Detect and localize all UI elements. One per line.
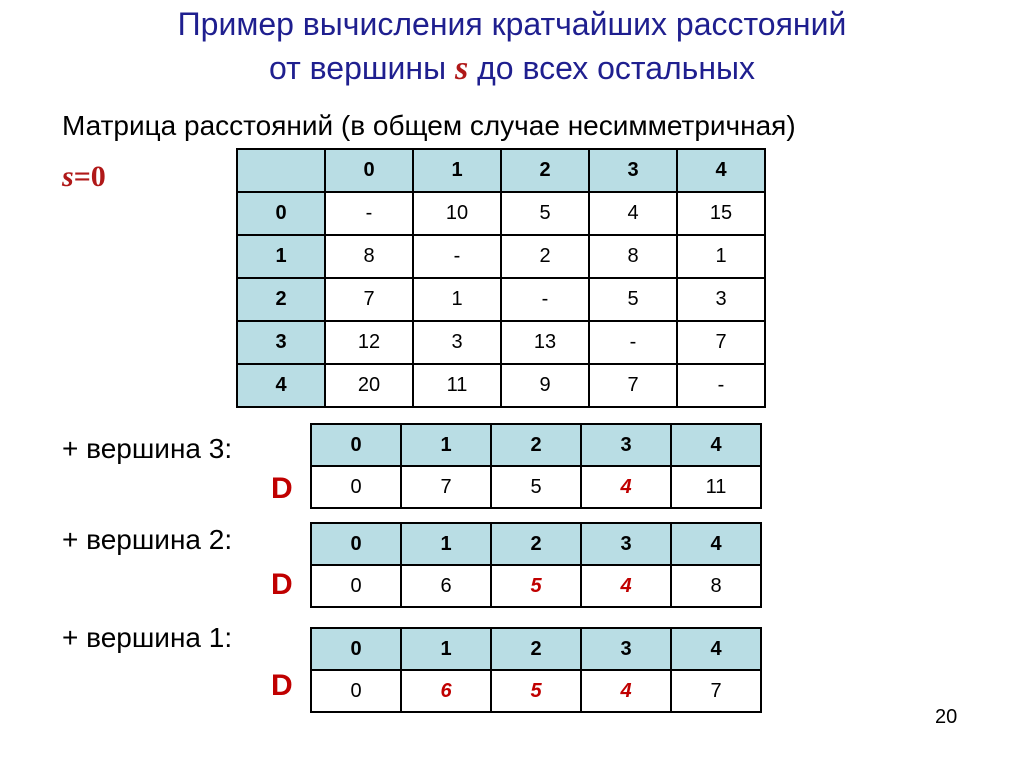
vector-cell: 0 — [311, 565, 401, 607]
vector-header-cell: 0 — [311, 424, 401, 466]
step-label-vertex-1: + вершина 1: — [62, 622, 233, 653]
matrix-col-header: 3 — [589, 149, 677, 192]
matrix-cell: - — [413, 235, 501, 278]
vector-header-cell: 1 — [401, 424, 491, 466]
matrix-cell: 7 — [325, 278, 413, 321]
matrix-row — [237, 235, 765, 278]
matrix-cell: - — [501, 278, 589, 321]
matrix-cell: 7 — [589, 364, 677, 407]
d-label: D — [271, 669, 293, 702]
vector-cell-updated: 4 — [581, 670, 671, 712]
vector-cell-updated: 5 — [491, 565, 581, 607]
matrix-row-header: 4 — [237, 364, 325, 407]
source-value: =0 — [73, 160, 106, 193]
matrix-caption: Матрица расстояний (в общем случае несимметричная) — [62, 110, 796, 141]
matrix-cell: 11 — [413, 364, 501, 407]
matrix-row — [237, 278, 765, 321]
vector-header-cell: 3 — [581, 628, 671, 670]
matrix-corner-cell — [237, 149, 325, 192]
vector-header-cell: 1 — [401, 628, 491, 670]
matrix-row-header: 0 — [237, 192, 325, 235]
matrix-cell: - — [325, 192, 413, 235]
matrix-cell: 13 — [501, 321, 589, 364]
matrix-row-header: 3 — [237, 321, 325, 364]
matrix-col-header: 1 — [413, 149, 501, 192]
vector-header-cell: 0 — [311, 523, 401, 565]
d-label: D — [271, 472, 293, 505]
matrix-row — [237, 321, 765, 364]
d-label: D — [271, 568, 293, 601]
vector-cell: 11 — [671, 466, 761, 508]
matrix-cell: 20 — [325, 364, 413, 407]
vector-cell: 6 — [401, 565, 491, 607]
matrix-cell: 3 — [413, 321, 501, 364]
vector-header-cell: 1 — [401, 523, 491, 565]
vector-cell: 0 — [311, 670, 401, 712]
step-label-vertex-2: + вершина 2: — [62, 524, 233, 555]
matrix-cell: 8 — [325, 235, 413, 278]
matrix-cell: 8 — [589, 235, 677, 278]
step-label-vertex-3: + вершина 3: — [62, 433, 233, 464]
vector-header-cell: 3 — [581, 424, 671, 466]
vector-value-row — [311, 565, 761, 607]
vector-cell: 7 — [671, 670, 761, 712]
matrix-cell: 1 — [677, 235, 765, 278]
vector-cell-updated: 4 — [581, 466, 671, 508]
vector-header-cell: 0 — [311, 628, 401, 670]
vector-header-cell: 2 — [491, 424, 581, 466]
vector-cell: 8 — [671, 565, 761, 607]
title-prefix: от вершины — [269, 50, 455, 86]
matrix-cell: 4 — [589, 192, 677, 235]
title-line-2 — [0, 46, 1024, 91]
vector-header-row — [311, 523, 761, 565]
distance-vector-step-1 — [310, 423, 762, 509]
title-var: s — [454, 50, 469, 87]
distance-vector-step-2 — [310, 522, 762, 608]
distance-vector-step-3 — [310, 627, 762, 713]
matrix-row-header: 2 — [237, 278, 325, 321]
matrix-col-header: 4 — [677, 149, 765, 192]
slide-title — [0, 2, 1024, 91]
vector-header-cell: 2 — [491, 523, 581, 565]
vector-cell-updated: 4 — [581, 565, 671, 607]
matrix-cell: 5 — [501, 192, 589, 235]
vector-cell: 5 — [491, 466, 581, 508]
matrix-row — [237, 192, 765, 235]
vector-value-row — [311, 670, 761, 712]
matrix-cell: 12 — [325, 321, 413, 364]
matrix-cell: 9 — [501, 364, 589, 407]
vector-header-cell: 4 — [671, 424, 761, 466]
vector-cell: 0 — [311, 466, 401, 508]
page-number: 20 — [935, 706, 958, 728]
vector-header-cell: 4 — [671, 523, 761, 565]
matrix-cell: 3 — [677, 278, 765, 321]
matrix-cell: - — [677, 364, 765, 407]
source-vertex — [62, 160, 106, 194]
distance-matrix — [236, 148, 766, 408]
vector-cell-updated: 6 — [401, 670, 491, 712]
matrix-row — [237, 364, 765, 407]
source-var: s — [62, 160, 74, 193]
matrix-cell: 15 — [677, 192, 765, 235]
matrix-header-row — [237, 149, 765, 192]
matrix-cell: 5 — [589, 278, 677, 321]
vector-header-row — [311, 424, 761, 466]
matrix-col-header: 0 — [325, 149, 413, 192]
matrix-col-header: 2 — [501, 149, 589, 192]
matrix-cell: 2 — [501, 235, 589, 278]
vector-header-cell: 3 — [581, 523, 671, 565]
vector-cell-updated: 5 — [491, 670, 581, 712]
title-suffix: до всех остальных — [468, 50, 755, 86]
vector-cell: 7 — [401, 466, 491, 508]
matrix-cell: 10 — [413, 192, 501, 235]
matrix-cell: 1 — [413, 278, 501, 321]
matrix-cell: 7 — [677, 321, 765, 364]
matrix-row-header: 1 — [237, 235, 325, 278]
title-line-1: Пример вычисления кратчайших расстояний — [177, 6, 847, 42]
vector-header-cell: 4 — [671, 628, 761, 670]
matrix-cell: - — [589, 321, 677, 364]
vector-header-row — [311, 628, 761, 670]
vector-header-cell: 2 — [491, 628, 581, 670]
vector-value-row — [311, 466, 761, 508]
